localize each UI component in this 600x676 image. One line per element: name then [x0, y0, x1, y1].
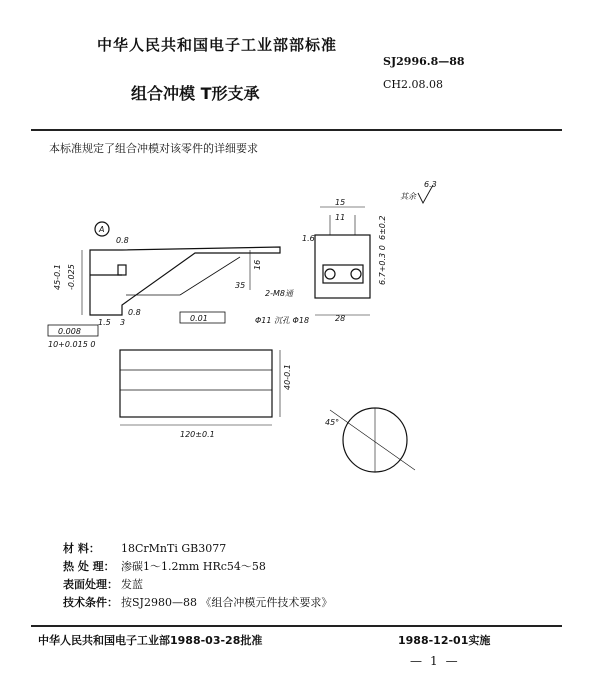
standard-code: SJ2996.8—88 — [383, 55, 465, 68]
spec-label: 技术条件： — [63, 596, 118, 609]
spec-list — [63, 540, 332, 612]
spec-row-surface — [63, 576, 332, 594]
intro-text: 本标准规定了组合冲模对该零件的详细要求 — [49, 142, 258, 155]
dim-16: 16 — [253, 259, 262, 270]
dim-11: 11 — [335, 213, 346, 222]
datum-label: A — [99, 225, 105, 234]
spec-value: 发蓝 — [121, 578, 143, 591]
parallel-value-2: 0.008 — [58, 327, 81, 336]
parallel-value-1: 0.01 — [190, 314, 208, 323]
dim-10: 10+0.015 0 — [48, 340, 96, 349]
dim-28: 28 — [335, 314, 346, 323]
roughness-0-8: 0.8 — [116, 236, 129, 245]
front-view-slot — [118, 265, 126, 275]
dim-1-5: 1.5 — [98, 318, 111, 327]
standard-org-title: 中华人民共和国电子工业部部标准 — [97, 36, 338, 54]
roughness-0-8b: 0.8 — [128, 308, 141, 317]
side-view-tslot — [323, 265, 363, 283]
spec-row-material — [63, 540, 332, 558]
approval-text: 中华人民共和国电子工业部1988-03-28批准 — [38, 634, 263, 647]
dim-3: 3 — [120, 318, 126, 327]
dim-120: 120±0.1 — [180, 430, 215, 439]
dim-6: 6±0.2 — [378, 215, 387, 240]
spec-row-tech — [63, 594, 332, 612]
dim-6-7: 6.7+0.3 0 — [378, 245, 387, 285]
part-code: CH2.08.08 — [383, 78, 443, 91]
front-view-outline — [90, 247, 280, 315]
bottom-rule — [31, 625, 562, 627]
roughness-1-6: 1.6 — [302, 234, 315, 243]
side-view-hole-right — [351, 269, 361, 279]
dim-2holes: 2-M8通 — [265, 289, 293, 298]
top-rule — [31, 129, 562, 131]
spec-row-heat — [63, 558, 332, 576]
dim-45deg: 45° — [325, 418, 340, 427]
spec-label: 热 处 理： — [63, 560, 115, 573]
dim-11-18: Φ11 沉孔 Φ18 — [255, 316, 310, 325]
part-title: 组合冲模 T形支承 — [131, 84, 260, 103]
dim-45: 45-0.1 — [53, 264, 62, 290]
side-view-hole-left — [325, 269, 335, 279]
spec-value: 渗碳1～1.2mm HRc54～58 — [121, 560, 266, 573]
dim-15: 15 — [335, 198, 346, 207]
implementation-date: 1988-12-01实施 — [398, 634, 491, 647]
spec-label: 材 料： — [63, 542, 100, 555]
dim-35: 35 — [235, 281, 246, 290]
spec-value: 按SJ2980—88 《组合冲模元件技术要求》 — [121, 596, 333, 609]
page-number: —1— — [410, 654, 466, 668]
top-view-outline — [120, 350, 272, 417]
spec-label: 表面处理： — [63, 578, 118, 591]
roughness-value: 6.3 — [424, 180, 437, 189]
spec-value: 18CrMnTi GB3077 — [121, 542, 227, 555]
engineering-drawing — [30, 175, 570, 505]
roughness-all-label: 其余 — [400, 192, 416, 201]
dim-tol: -0.025 — [67, 264, 76, 290]
dim-40: 40-0.1 — [283, 364, 292, 390]
